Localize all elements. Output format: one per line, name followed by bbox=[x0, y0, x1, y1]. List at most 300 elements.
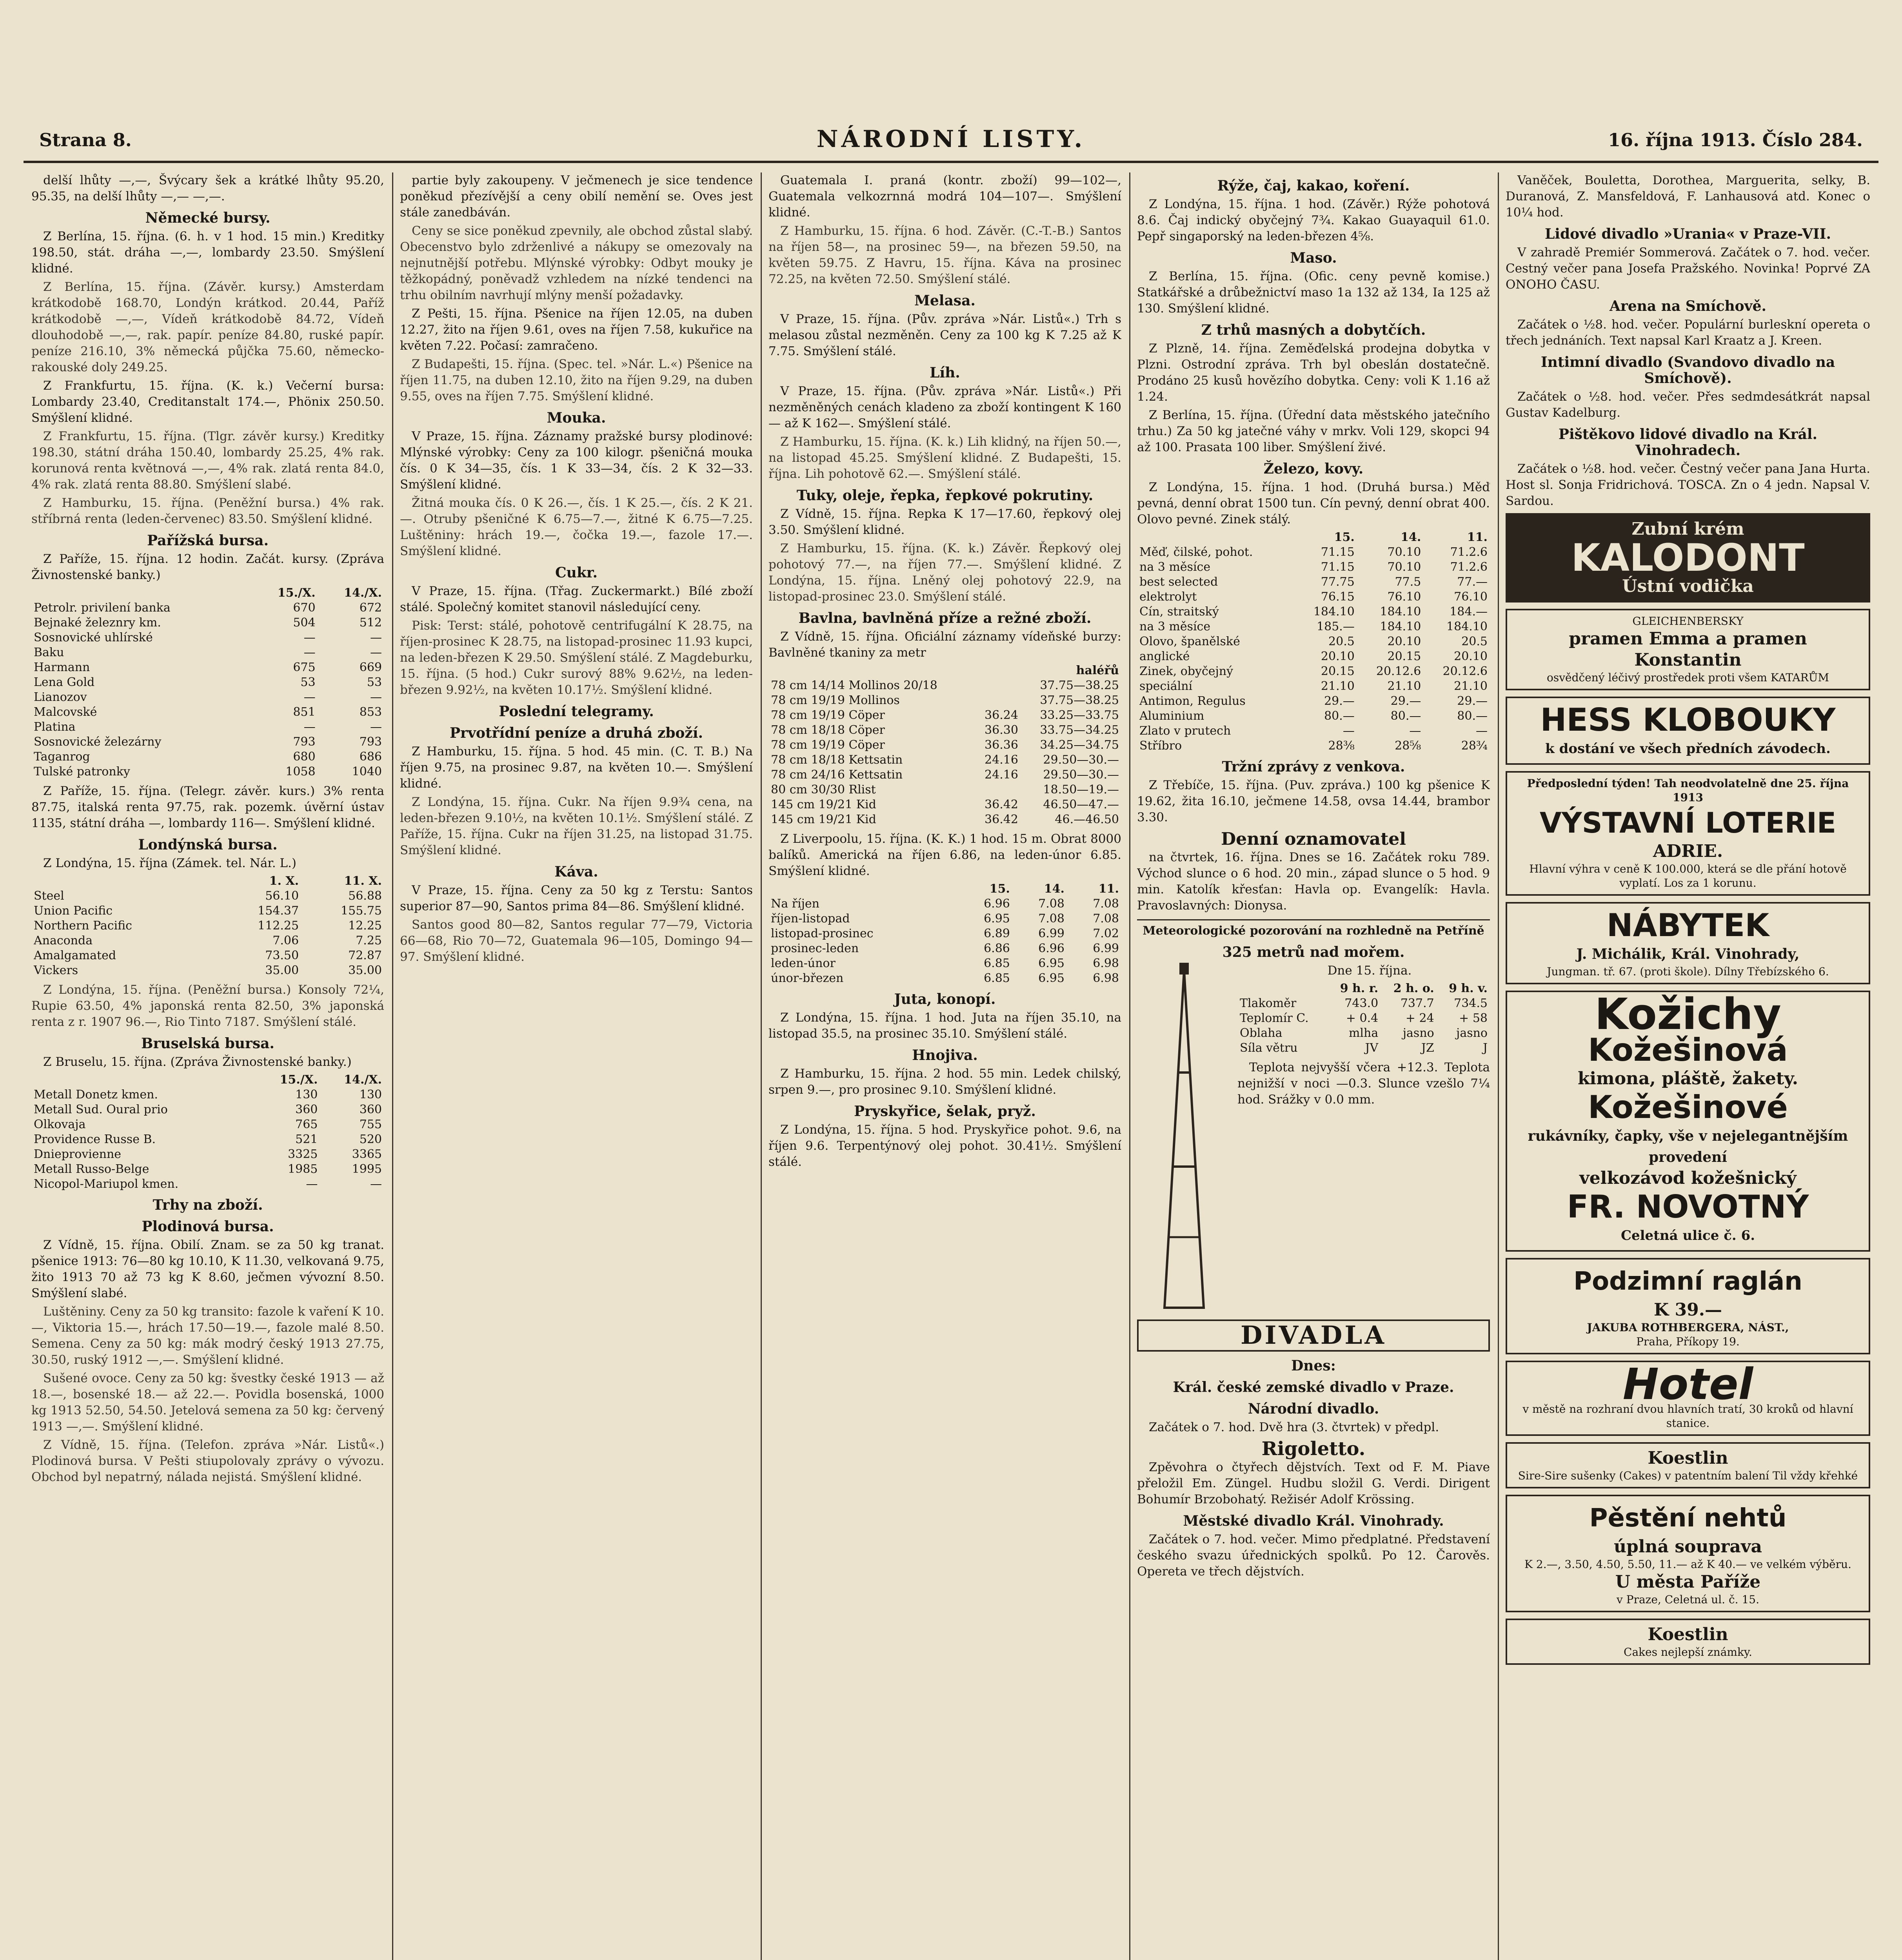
column-header bbox=[31, 1073, 256, 1087]
table-cell: — bbox=[370, 690, 382, 704]
table-row bbox=[1137, 619, 1490, 634]
theatre-heading: DIVADLA bbox=[1241, 1321, 1386, 1350]
table-cell: 20.5 bbox=[1328, 635, 1355, 648]
table-cell: 73.50 bbox=[265, 949, 299, 962]
row-label: Na říjen bbox=[771, 897, 819, 911]
table-cell: 155.75 bbox=[341, 904, 382, 918]
table-row bbox=[768, 797, 1121, 812]
table-row bbox=[1137, 739, 1490, 753]
table-row bbox=[768, 708, 1121, 723]
grain-report: Z Vídně, 15. října. Obilí. Znam. se za 50 kg tranat. pšenice 1913: 76—80 kg 10.10, K 11.30, velkovaná 9.75, žito 1913 70 až 73 kg K 8.60, ječmen vývozní 8.50. Smýšlení slabé. bbox=[31, 1238, 384, 1300]
table-row bbox=[768, 693, 1121, 708]
grain-report-3: Sušené ovoce. Ceny za 50 kg: švestky české 1913 — až 18.—, bosenské 18.— až 22.—. Povidla bosenská, 1000 kg 1913 52.50, 54.50. Jetelová semena za 50 kg: červený 1913 —,—. Smýšlení klidné. bbox=[31, 1371, 384, 1434]
table-row bbox=[31, 735, 384, 750]
weather-block bbox=[1137, 963, 1490, 1316]
table-row bbox=[31, 1147, 384, 1162]
weather-data bbox=[1231, 963, 1490, 1316]
row-label: únor-březen bbox=[771, 971, 844, 985]
column-rule bbox=[1129, 172, 1130, 1960]
cakes-ad: Koestlin Cakes nejlepší známky. bbox=[1506, 1619, 1870, 1665]
raglan-ad: Podzimní raglán K 39.— JAKUBA ROTHBERGERA, NÁST., Praha, Příkopy 19. bbox=[1506, 1258, 1870, 1354]
table-row bbox=[1137, 694, 1490, 709]
column-header bbox=[1237, 981, 1328, 996]
table-cell: 184.10 bbox=[1380, 605, 1421, 619]
table-cell: 36.24 bbox=[985, 708, 1018, 722]
table-cell: 793 bbox=[293, 735, 316, 749]
row-label: elektrolyt bbox=[1139, 590, 1197, 604]
brussels-intro: Z Bruselu, 15. října. (Zpráva Živnostenské banky.) bbox=[43, 1055, 352, 1069]
column-4 bbox=[1137, 172, 1490, 1960]
frankfurt-report: Z Frankfurtu, 15. října. (K. k.) Večerní bursa: Lombardy 23.40, Creditanstalt 174.—, Phönix 250.50. Smýšlení klidné. bbox=[31, 379, 384, 425]
table-cell: 21.10 bbox=[1321, 679, 1355, 693]
weather-table bbox=[1237, 981, 1490, 1056]
weather-heading: Meteorologické pozorování na rozhledně na Petříně bbox=[1137, 919, 1490, 939]
row-label: Oblaha bbox=[1240, 1026, 1283, 1040]
table-cell: J bbox=[1482, 1041, 1488, 1055]
row-label: Sosnovické železárny bbox=[34, 735, 162, 749]
theatre-today: Dnes: bbox=[1291, 1357, 1336, 1374]
table-cell: 76.15 bbox=[1321, 590, 1355, 604]
column-rule bbox=[761, 172, 762, 1960]
row-label: Petrolr. privilení banka bbox=[34, 601, 171, 615]
table-cell: 53 bbox=[367, 675, 382, 689]
table-header-row bbox=[31, 874, 384, 889]
table-cell: 7.06 bbox=[272, 934, 299, 947]
table-cell: jasno bbox=[1402, 1026, 1434, 1040]
notices-text: na čtvrtek, 16. října. Dnes se 16. Začátek roku 789. Východ slunce o 6 hod. 20 min., západ slunce o 5 hod. 9 min. Katolík křesťan: Havla op. Evangelík: Havla. Pravoslavných: Dionysa. bbox=[1137, 850, 1490, 913]
row-label: Metall Russo-Belge bbox=[34, 1162, 149, 1176]
table-row bbox=[1137, 664, 1490, 679]
table-row bbox=[31, 1117, 384, 1132]
table-cell: 743.0 bbox=[1344, 996, 1379, 1010]
table-cell: 6.99 bbox=[1038, 927, 1065, 940]
koestlin-ad: Koestlin Sire-Sire sušenky (Cakes) v patentním balení Til vždy křehké bbox=[1506, 1442, 1870, 1488]
table-cell: 29.50—30.— bbox=[1043, 753, 1119, 767]
section-heading-private: Prvotřídní peníze a druhá zboží. bbox=[449, 725, 703, 741]
theatre-city-description: Začátek o 7. hod. večer. Mimo předplatné. Představení českého svazu úřednických spolků. Po 12. Čarověs. Opereta ve třech dějstvích. bbox=[1137, 1532, 1490, 1579]
table-cell: 360 bbox=[359, 1103, 382, 1116]
row-label: 78 cm 19/19 Cöper bbox=[771, 738, 885, 752]
table-cell bbox=[974, 693, 1021, 708]
table-row bbox=[31, 660, 384, 675]
table-cell: 765 bbox=[295, 1118, 318, 1131]
table-row bbox=[1137, 649, 1490, 664]
row-label: na 3 měsíce bbox=[1139, 620, 1211, 633]
table-row bbox=[1137, 634, 1490, 649]
row-label: Union Pacific bbox=[34, 904, 113, 918]
row-label: Cín, straitský bbox=[1139, 605, 1219, 619]
table-cell: — bbox=[303, 690, 316, 704]
column-5 bbox=[1506, 172, 1870, 1960]
london-quotes-table bbox=[31, 874, 384, 978]
cotton-quotes-table bbox=[768, 663, 1121, 827]
furs-ad: Kožichy Kožešinová kimona, pláště, žakety. Kožešinové rukávníky, čapky, vše v nejelegantnějším provedení velkozávod kožešnický FR. NOVOTNÝ Celetná ulice č. 6. bbox=[1506, 991, 1870, 1252]
molasses-report: V Praze, 15. října. (Pův. zpráva »Nár. Listů«.) Trh s melasou zůstal nezměněn. Ceny za 100 kg K 7.25 až K 7.75. Smýšlení stálé. bbox=[768, 312, 1121, 358]
row-label: 78 cm 19/19 Cöper bbox=[771, 708, 885, 722]
arena-heading: Arena na Smíchově. bbox=[1609, 298, 1767, 314]
row-label: Olkovaja bbox=[34, 1118, 86, 1131]
table-cell: 6.95 bbox=[1038, 971, 1065, 985]
theatre-box bbox=[1137, 1319, 1490, 1352]
row-label: 78 cm 24/16 Kettsatin bbox=[771, 768, 903, 782]
section-heading-markets: Trhy na zboží. bbox=[153, 1197, 263, 1213]
table-cell: 46.—46.50 bbox=[1055, 813, 1119, 826]
table-cell: 21.10 bbox=[1387, 679, 1421, 693]
table-cell: 77.— bbox=[1457, 575, 1488, 589]
table-cell: 360 bbox=[295, 1103, 318, 1116]
row-label: Tulské patronky bbox=[34, 765, 130, 779]
table-cell: 520 bbox=[359, 1132, 382, 1146]
table-row bbox=[31, 963, 384, 978]
column-header bbox=[31, 586, 251, 601]
table-row bbox=[31, 690, 384, 705]
table-cell: 80.— bbox=[1457, 709, 1488, 723]
row-label: Dnieprovienne bbox=[34, 1147, 122, 1161]
lottery-ad: Předposlední týden! Tah neodvolatelně dne 25. října 1913 VÝSTAVNÍ LOTERIE ADRIE. Hlavní výhra v ceně K 100.000, která se dle přání hotově vyplatí. Los za 1 korunu. bbox=[1506, 771, 1870, 896]
table-cell: — bbox=[1342, 724, 1355, 738]
table-row bbox=[31, 705, 384, 720]
row-label: Taganrog bbox=[34, 750, 90, 764]
column-header bbox=[1137, 530, 1295, 545]
row-label: říjen-listopad bbox=[771, 912, 850, 926]
column-header bbox=[31, 874, 218, 889]
lih-filler: Z Hamburku, 15. října. (K. k.) Lih klidný, na říjen 50.—, na listopad 45.25. Smýšlení klidné. Z Budapešti, 15. října. Lih pohotově 62.—. Smýšlení stálé. bbox=[768, 435, 1121, 481]
table-row bbox=[768, 738, 1121, 753]
table-cell: 6.89 bbox=[984, 927, 1010, 940]
london-report: Z Londýna, 15. října. (Peněžní bursa.) Konsoly 72¼, Rupie 63.50, 4% japonská renta 82.50, 3% japonská renta z r. 1907 96.—, Rio Tinto 7187. Smýšlení stálé. bbox=[31, 983, 384, 1029]
table-cell: 33.75—34.25 bbox=[1040, 723, 1119, 737]
theatre-name: Král. české zemské divadlo v Praze. bbox=[1173, 1379, 1454, 1396]
row-label: Olovo, španělské bbox=[1139, 635, 1240, 648]
table-cell: 512 bbox=[359, 616, 382, 630]
table-cell: 36.42 bbox=[985, 798, 1018, 811]
section-heading-jute: Juta, konopí. bbox=[894, 991, 996, 1007]
table-cell: — bbox=[370, 631, 382, 644]
row-label: 145 cm 19/21 Kid bbox=[771, 813, 876, 826]
pistek-text: Začátek o ½8. hod. večer. Čestný večer pana Jana Hurta. Host sl. Sonja Fridrichová. TOSCA. Zn o 4 jedn. Napsal V. Sardou. bbox=[1506, 462, 1870, 508]
paris-report: Z Paříže, 15. října. (Telegr. závěr. kurs.) 3% renta 87.75, italská renta 97.75, rak. pozemk. úvěrní ústav 1135, státní dráha —, lombardy 116—. Smýšlení klidné. bbox=[31, 784, 384, 830]
table-cell: 504 bbox=[293, 616, 316, 630]
issue-date: 16. října 1913. Číslo 284. bbox=[1608, 129, 1863, 151]
row-label: Lena Gold bbox=[34, 675, 95, 689]
column-header: 1. X. bbox=[269, 874, 299, 888]
row-label: Měď, čilské, pohot. bbox=[1139, 545, 1253, 559]
row-label: listopad-prosinec bbox=[771, 927, 874, 940]
row-label: 145 cm 19/21 Kid bbox=[771, 798, 876, 811]
weather-date: Dne 15. října. bbox=[1327, 964, 1412, 978]
last-filler: Z Londýna, 15. října. Cukr. Na říjen 9.9¾ cena, na leden-březen 9.10½, na květen 10.1½. Smýšlení stálé. Z Paříže, 15. října. Cukr na říjen 31.25, na listopad 31.75. Smýšlení klidné. bbox=[400, 795, 753, 857]
table-cell: — bbox=[303, 720, 316, 734]
table-cell: 76.10 bbox=[1387, 590, 1421, 604]
table-cell: 1985 bbox=[288, 1162, 318, 1176]
table-cell: 680 bbox=[293, 750, 316, 764]
table-cell: 6.86 bbox=[984, 942, 1010, 955]
table-cell: 20.12.6 bbox=[1442, 664, 1488, 678]
column-header: 14./X. bbox=[344, 1073, 382, 1087]
row-label: Steel bbox=[34, 889, 64, 903]
table-cell: 28⅝ bbox=[1395, 739, 1421, 753]
table-header-row bbox=[31, 586, 384, 601]
table-cell: 184.10 bbox=[1380, 620, 1421, 633]
row-label: Baku bbox=[34, 646, 64, 659]
row-label: speciální bbox=[1139, 679, 1193, 693]
column-header bbox=[768, 882, 958, 897]
table-header-row bbox=[768, 882, 1121, 897]
row-label: Platina bbox=[34, 720, 76, 734]
table-row bbox=[1137, 575, 1490, 590]
table-row bbox=[31, 720, 384, 735]
table-cell: 521 bbox=[295, 1132, 318, 1146]
column-1 bbox=[31, 172, 384, 1960]
table-cell: 56.10 bbox=[265, 889, 299, 903]
table-cell: 36.42 bbox=[985, 813, 1018, 826]
table-cell: 20.15 bbox=[1387, 650, 1421, 663]
berlin-report-2: Z Berlína, 15. října. (Závěr. kursy.) Amsterdam krátkodobě 168.70, Londýn krátkod. 20.44, Paříž krátkodobě —,—, Vídeň krátkodobě 84.72, Vídeň dlouhodobě —,—, rak. papír. peníze 84.80, ruské papír. peníze 216.10, 3% německá půjčka 75.60, německo-rakouské doly 249.25. bbox=[31, 280, 384, 374]
table-cell: 1040 bbox=[352, 765, 382, 779]
fertilizers-report: Z Hamburku, 15. října. 2 hod. 55 min. Ledek chilský, srpen 9.—, pro prosinec 9.10. Smýšlení klidné. bbox=[768, 1067, 1121, 1097]
row-label: leden-únor bbox=[771, 956, 836, 970]
row-label: 78 cm 18/18 Kettsatin bbox=[771, 753, 903, 767]
table-row bbox=[31, 601, 384, 615]
table-cell: 46.50—47.— bbox=[1043, 798, 1119, 811]
table-cell: 18.50—19.— bbox=[1043, 783, 1119, 797]
table-cell: 70.10 bbox=[1387, 560, 1421, 574]
table-cell: mlha bbox=[1348, 1026, 1379, 1040]
table-cell: 185.— bbox=[1317, 620, 1355, 633]
table-row bbox=[31, 933, 384, 948]
row-label: 80 cm 30/30 Rlist bbox=[771, 783, 876, 797]
metals-quotes-table bbox=[1137, 530, 1490, 753]
table-row bbox=[31, 750, 384, 764]
table-cell: 29.— bbox=[1457, 694, 1488, 708]
grain-filler: Ceny se sice poněkud zpevnily, ale obchod zůstal slabý. Obecenstvo bylo zdrženlivé a nákupy se omezovaly na nejnutnější potřebu. Mlýnské výrobky: Odbyt mouky je těžkopádný, poněvadž vzhledem na nízké tendenci na trhu obilním navrhují mlýny menší požadavky. bbox=[400, 224, 753, 302]
table-row bbox=[31, 1177, 384, 1192]
table-cell: 669 bbox=[359, 661, 382, 674]
row-label: best selected bbox=[1139, 575, 1218, 589]
london-intro: Z Londýna, 15. října (Zámek. tel. Nár. L.) bbox=[43, 856, 296, 870]
table-cell: 28⅜ bbox=[1328, 739, 1355, 753]
table-cell: 72.87 bbox=[348, 949, 382, 962]
row-label: Amalgamated bbox=[34, 949, 116, 962]
lih-report: V Praze, 15. října. (Pův. zpráva »Nár. Listů«.) Při nezměněných cenách kladeno za zboží kontingent K 160— až K 162—. Smýšlení stálé. bbox=[768, 384, 1121, 430]
table-cell: 24.16 bbox=[985, 753, 1018, 767]
table-row bbox=[31, 948, 384, 963]
table-row bbox=[1137, 679, 1490, 694]
last-report: Z Hamburku, 15. října. 5 hod. 45 min. (C. T. B.) Na říjen 9.75, na prosinec 9.87, na květen 10.—. Smýšlení klidné. bbox=[400, 744, 753, 791]
row-label: Providence Russe B. bbox=[34, 1132, 156, 1146]
row-label: Tlakoměr bbox=[1240, 996, 1297, 1010]
intimni-heading: Intimní divadlo (Svandovo divadlo na Smíchově). bbox=[1540, 354, 1835, 387]
table-cell: 7.08 bbox=[1038, 897, 1065, 911]
jute-report: Z Londýna, 15. října. 1 hod. Juta na říjen 35.10, na listopad 35.5, na prosinec 35.10. Smýšlení stálé. bbox=[768, 1011, 1121, 1041]
table-row bbox=[768, 768, 1121, 782]
coffee-filler-2: Z Hamburku, 15. října. 6 hod. Závěr. (C.-T.-B.) Santos na říjen 58—, na prosinec 59—, na březen 59.50, na květen 59.75. Z Havru, 15. října. Káva na prosinec 72.25, na květen 72.50. Smýšlení stálé. bbox=[768, 224, 1121, 286]
table-cell: 76.10 bbox=[1454, 590, 1488, 604]
table-cell: — bbox=[1476, 724, 1488, 738]
column-header: 14. bbox=[1401, 530, 1421, 544]
theatre-play-title: Rigoletto. bbox=[1261, 1438, 1366, 1460]
column-header: 2 h. o. bbox=[1393, 982, 1434, 995]
column-header: haléřů bbox=[1076, 664, 1119, 677]
table-cell: 6.95 bbox=[1038, 956, 1065, 970]
row-label: Vickers bbox=[34, 964, 78, 977]
table-row bbox=[1137, 560, 1490, 575]
pistek-heading: Pištěkovo lidové divadlo na Král. Vinohradech. bbox=[1558, 426, 1818, 459]
table-row bbox=[31, 764, 384, 779]
table-cell: 853 bbox=[359, 705, 382, 719]
table-cell: 20.12.6 bbox=[1376, 664, 1421, 678]
flour-report: V Praze, 15. října. Záznamy pražské bursy plodinové: Mlýnské výrobky: Ceny za 100 kilogr. pšeničná mouka čís. 0 K 34—35, čís. 1 K 33—34, čís. 2 K 32—33. Smýšlení klidné. bbox=[400, 429, 753, 492]
hamburg-report: Z Hamburku, 15. října. (Peněžní bursa.) 4% rak. stříbrná renta (leden-červenec) 83.50. Smýšlení klidné. bbox=[31, 496, 384, 526]
table-cell: 734.5 bbox=[1454, 996, 1488, 1010]
table-row bbox=[768, 971, 1121, 986]
table-cell: 20.15 bbox=[1321, 664, 1355, 678]
table-cell: 3365 bbox=[352, 1147, 382, 1161]
row-label: Lianozov bbox=[34, 690, 87, 704]
section-heading-fertilizers: Hnojiva. bbox=[912, 1047, 978, 1063]
hotel-ad: Hotel v městě na rozhraní dvou hlavních tratí, 30 kroků od hlavní stanice. bbox=[1506, 1361, 1870, 1436]
table-cell: 6.99 bbox=[1093, 942, 1119, 955]
theatre-continued: Vaněček, Bouletta, Dorothea, Marguerita, selky, B. Duranová, Z. Mansfeldová, F. Lanhausová atd. Konec o 10¼ hod. bbox=[1506, 173, 1870, 220]
row-label: Metall Sud. Oural prio bbox=[34, 1103, 168, 1116]
column-header: 15./X. bbox=[277, 586, 316, 600]
theatre-description: Zpěvohra o čtyřech dějstvích. Text od F. M. Piave přeložil Em. Züngel. Hudbu složil G. Verdi. Dirigent Bohumír Brzobohatý. Režisér Adolf Krössing. bbox=[1137, 1460, 1490, 1506]
section-heading-meat: Maso. bbox=[1290, 250, 1337, 266]
table-cell: 755 bbox=[359, 1118, 382, 1131]
intro-text: delší lhůty —,—, Švýcary šek a krátké lhůty 95.20, 95.35, na delší lhůty —,— —,—. bbox=[31, 173, 384, 203]
section-heading-grain: Plodinová bursa. bbox=[142, 1218, 274, 1235]
grain-continued: partie byly zakoupeny. V ječmenech je sice tendence poněkud přezívější a ceny obilí nemění se. Oves jest stále zanedbáván. bbox=[400, 173, 753, 220]
table-header-row bbox=[1237, 981, 1490, 996]
table-header-row bbox=[31, 1073, 384, 1087]
table-cell: 6.98 bbox=[1093, 971, 1119, 985]
table-cell: 851 bbox=[293, 705, 316, 719]
nails-ad: Pěstění nehtů úplná souprava K 2.—, 3.50, 4.50, 5.50, 11.— až K 40.— ve velkém výběru. U města Paříže v Praze, Celetná ul. č. 15. bbox=[1506, 1495, 1870, 1612]
berlin-report: Z Berlína, 15. října. (6. h. v 1 hod. 15 min.) Kreditky 198.50, stát. dráha —,—, lombardy 23.50. Smýšlení klidné. bbox=[31, 229, 384, 276]
table-row bbox=[768, 753, 1121, 768]
table-cell: 670 bbox=[293, 601, 316, 615]
table-cell: 35.00 bbox=[348, 964, 382, 977]
table-cell: 33.25—33.75 bbox=[1040, 708, 1119, 722]
row-label: Bejnaké železnry km. bbox=[34, 616, 161, 630]
table-row bbox=[31, 615, 384, 630]
weather-subheading: 325 metrů nad mořem. bbox=[1222, 944, 1405, 960]
column-header: 11. bbox=[1467, 530, 1488, 544]
row-label: Síla větru bbox=[1240, 1041, 1298, 1055]
masthead bbox=[24, 118, 1878, 163]
frankfurt-report-2: Z Frankfurtu, 15. října. (Tlgr. závěr kursy.) Kreditky 198.30, státní dráha 150.40, lombardy 25.25, 4% rak. korunová renta květnová —,—, 4% rak. zlatá renta 84.0, 4% rak. zlatá renta 88.80. Smýšlení slabé. bbox=[31, 429, 384, 492]
column-3 bbox=[768, 172, 1121, 1960]
petrin-tower-icon bbox=[1137, 963, 1231, 1316]
table-cell: 29.— bbox=[1390, 694, 1421, 708]
kalodont-ad: Zubní krém KALODONT Ústní vodička bbox=[1506, 513, 1870, 603]
table-cell: 793 bbox=[359, 735, 382, 749]
table-cell: + 58 bbox=[1459, 1011, 1488, 1025]
table-row bbox=[1237, 996, 1490, 1011]
column-header: 15. bbox=[989, 882, 1010, 896]
paris-intro: Z Paříže, 15. října. 12 hodin. Začát. kursy. (Zpráva Živnostenské banky.) bbox=[31, 552, 384, 582]
table-cell: 1058 bbox=[285, 765, 316, 779]
iron-report: Z Londýna, 15. října. 1 hod. (Druhá bursa.) Měď pevná, denní obrat 1500 tun. Cín pevný, denní obrat 400. Olovo pevné. Zinek stálý. bbox=[1137, 480, 1490, 526]
table-cell: 686 bbox=[359, 750, 382, 764]
table-cell: 35.00 bbox=[265, 964, 299, 977]
row-label: prosinec-leden bbox=[771, 942, 859, 955]
table-cell: 737.7 bbox=[1400, 996, 1434, 1010]
urania-text: V zahradě Premiér Sommerová. Začátek o 7. hod. večer. Cestný večer pana Josefa Pražského. Novinka! Poprvé ZA ONOHO ČASU. bbox=[1506, 245, 1870, 292]
row-label: Metall Donetz kmen. bbox=[34, 1088, 158, 1102]
meat-report: Z Berlína, 15. října. (Ofic. ceny pevně komise.) Statkářské a drůbežnictví maso 1a 132 až 134, Ia 125 až 130. Smýšlení klidné. bbox=[1137, 269, 1490, 316]
intimni-text: Začátek o ½8. hod. večer. Přes sedmdesátkrát napsal Gustav Kadelburg. bbox=[1506, 390, 1870, 420]
table-cell: 37.75—38.25 bbox=[1040, 693, 1119, 707]
table-row bbox=[768, 911, 1121, 926]
column-header: 15./X. bbox=[280, 1073, 318, 1087]
table-cell: JV bbox=[1365, 1041, 1379, 1055]
row-label: na 3 měsíce bbox=[1139, 560, 1211, 574]
section-heading-london: Londýnská bursa. bbox=[138, 837, 278, 853]
table-row bbox=[768, 678, 1121, 693]
gleichenberg-ad: GLEICHENBERSKY pramen Emma a pramen Konstantin osvědčený léčivý prostředek proti všem KATARŮM bbox=[1506, 609, 1870, 690]
table-row bbox=[1137, 590, 1490, 604]
table-cell: 3325 bbox=[288, 1147, 318, 1161]
column-header bbox=[974, 663, 1021, 678]
table-row bbox=[31, 1087, 384, 1102]
table-cell bbox=[974, 782, 1021, 797]
table-cell: — bbox=[306, 1177, 318, 1191]
table-cell: 184.10 bbox=[1446, 620, 1488, 633]
row-label: Anaconda bbox=[34, 934, 93, 947]
table-row bbox=[1137, 724, 1490, 739]
table-cell: 20.5 bbox=[1461, 635, 1488, 648]
table-row bbox=[768, 926, 1121, 941]
row-label: Harmann bbox=[34, 661, 90, 674]
cotton-intro: Z Vídně, 15. října. Oficiální záznamy vídeňské burzy: Bavlněné tkaniny za metr bbox=[768, 630, 1121, 660]
section-heading-cattle: Z trhů masných a dobytčích. bbox=[1201, 322, 1426, 338]
row-label: 78 cm 14/14 Mollinos 20/18 bbox=[771, 679, 937, 692]
paris-quotes-table bbox=[31, 586, 384, 779]
table-cell: 53 bbox=[300, 675, 316, 689]
table-cell: 675 bbox=[293, 661, 316, 674]
column-header: 14./X. bbox=[344, 586, 382, 600]
column-header bbox=[768, 663, 974, 678]
table-cell: 6.95 bbox=[984, 912, 1010, 926]
coffee-report: V Praze, 15. října. Ceny za 50 kg z Terstu: Santos superior 87—90, Santos prima 84—86. Smýšlení klidné. bbox=[400, 883, 753, 913]
section-heading-cotton: Bavlna, bavlněná příze a režné zboží. bbox=[798, 610, 1092, 626]
table-row bbox=[768, 812, 1121, 827]
column-header: 9 h. r. bbox=[1340, 982, 1379, 995]
table-cell: 7.25 bbox=[356, 934, 382, 947]
table-cell: 29.— bbox=[1324, 694, 1355, 708]
table-row bbox=[768, 941, 1121, 956]
table-cell: 672 bbox=[359, 601, 382, 615]
table-header-row bbox=[768, 663, 1121, 678]
section-heading-sugar: Cukr. bbox=[555, 564, 598, 581]
table-cell: 7.02 bbox=[1093, 927, 1119, 940]
table-row bbox=[31, 630, 384, 645]
table-cell: 24.16 bbox=[985, 768, 1018, 782]
table-cell: — bbox=[303, 646, 316, 659]
table-cell: 6.96 bbox=[1038, 942, 1065, 955]
table-cell: — bbox=[370, 1177, 382, 1191]
table-cell: 7.08 bbox=[1038, 912, 1065, 926]
table-cell: — bbox=[370, 646, 382, 659]
section-heading-rice: Rýže, čaj, kakao, koření. bbox=[1217, 178, 1410, 194]
table-row bbox=[1137, 545, 1490, 560]
grain-report-2: Luštěniny. Ceny za 50 kg transito: fazole k vaření K 10.—, Viktoria 15.—, hrách 17.50—19.—, fazole malé 8.50. Semena. Ceny za 50 kg: mák modrý český 1913 27.75, 30.50, ruský 1912 —,—. Smýšlení klidné. bbox=[31, 1305, 384, 1367]
row-label: Antimon, Regulus bbox=[1139, 694, 1246, 708]
section-heading-resin: Pryskyřice, šelak, pryž. bbox=[854, 1103, 1036, 1120]
brussels-quotes-table bbox=[31, 1073, 384, 1192]
table-cell: 80.— bbox=[1390, 709, 1421, 723]
